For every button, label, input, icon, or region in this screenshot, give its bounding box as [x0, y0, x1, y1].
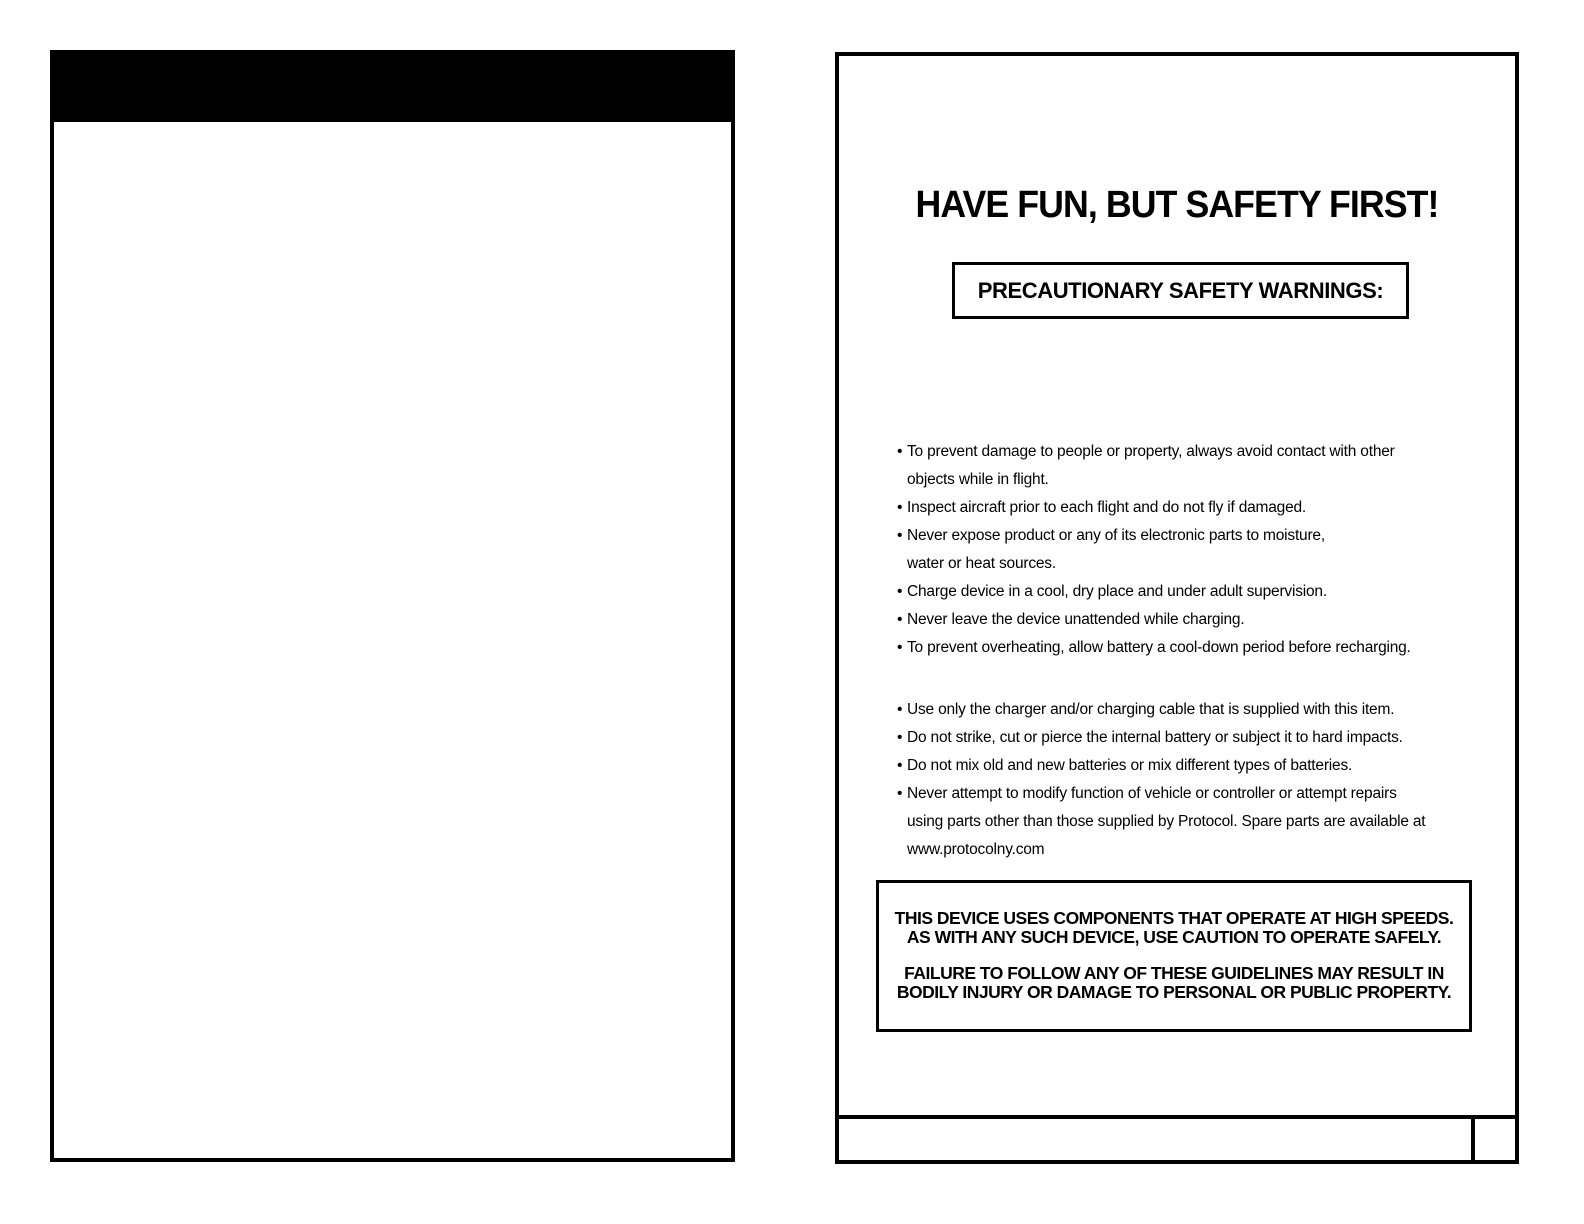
- warning-item: [897, 634, 1497, 662]
- warning-text: Do not strike, cut or pierce the internal battery or subject it to hard impacts.: [907, 729, 1403, 746]
- caution-text: BODILY INJURY OR DAMAGE TO PERSONAL OR PUBLIC PROPERTY.: [896, 982, 1452, 1002]
- warning-text: Use only the charger and/or charging cable that is supplied with this item.: [907, 701, 1395, 718]
- bullet-icon: •: [897, 527, 903, 544]
- caution-text: AS WITH ANY SUCH DEVICE, USE CAUTION TO OPERATE SAFELY.: [906, 927, 1442, 947]
- caution-box: [876, 880, 1472, 1032]
- warning-text: using parts other than those supplied by Protocol. Spare parts are available at: [907, 813, 1426, 830]
- warning-item: [897, 752, 1497, 780]
- page-number-box: [1471, 1119, 1515, 1160]
- page-title: HAVE FUN, BUT SAFETY FIRST!: [915, 184, 1439, 226]
- bullet-icon: •: [897, 639, 903, 656]
- warnings-heading: PRECAUTIONARY SAFETY WARNINGS:: [977, 277, 1384, 303]
- warning-item: [897, 780, 1497, 864]
- warning-item: [897, 494, 1497, 522]
- left-page-header-bar: [54, 54, 731, 122]
- warning-item: [897, 522, 1497, 578]
- caution-text: THIS DEVICE USES COMPONENTS THAT OPERATE AT HIGH SPEEDS.: [894, 908, 1454, 928]
- warning-item: [897, 696, 1497, 724]
- warning-text: Never attempt to modify function of vehicle or controller or attempt repairs: [907, 785, 1397, 802]
- warning-item: [897, 606, 1497, 634]
- bullet-icon: •: [897, 729, 903, 746]
- warnings-heading-box: [952, 262, 1409, 319]
- warning-text: www.protocolny.com: [907, 841, 1045, 858]
- bullet-icon: •: [897, 785, 903, 802]
- bullet-icon: •: [897, 499, 903, 516]
- bullet-icon: •: [897, 701, 903, 718]
- warning-text: Inspect aircraft prior to each flight and do not fly if damaged.: [907, 499, 1307, 516]
- warning-text: Charge device in a cool, dry place and under adult supervision.: [907, 583, 1327, 600]
- warning-item: [897, 438, 1497, 494]
- warning-item: [897, 724, 1497, 752]
- warning-item: [897, 578, 1497, 606]
- warning-text: Do not mix old and new batteries or mix different types of batteries.: [907, 757, 1353, 774]
- bullet-icon: •: [897, 611, 903, 628]
- caution-paragraph: [879, 909, 1469, 947]
- caution-paragraph: [879, 964, 1469, 1002]
- bullet-icon: •: [897, 443, 903, 460]
- right-page: [835, 52, 1519, 1164]
- warning-text: objects while in flight.: [907, 471, 1049, 488]
- bullet-icon: •: [897, 583, 903, 600]
- page-footer-bar: [835, 1115, 1519, 1164]
- caution-text: FAILURE TO FOLLOW ANY OF THESE GUIDELINES MAY RESULT IN: [904, 963, 1444, 983]
- warnings-list-group-2: [897, 696, 1497, 864]
- warning-text: To prevent overheating, allow battery a cool-down period before recharging.: [907, 639, 1411, 656]
- left-page: [50, 50, 735, 1162]
- warning-text: water or heat sources.: [907, 555, 1056, 572]
- warnings-list-group-1: [897, 438, 1497, 662]
- warning-text: To prevent damage to people or property, always avoid contact with other: [907, 443, 1395, 460]
- warning-text: Never leave the device unattended while charging.: [907, 611, 1245, 628]
- bullet-icon: •: [897, 757, 903, 774]
- warning-text: Never expose product or any of its electronic parts to moisture,: [907, 527, 1325, 544]
